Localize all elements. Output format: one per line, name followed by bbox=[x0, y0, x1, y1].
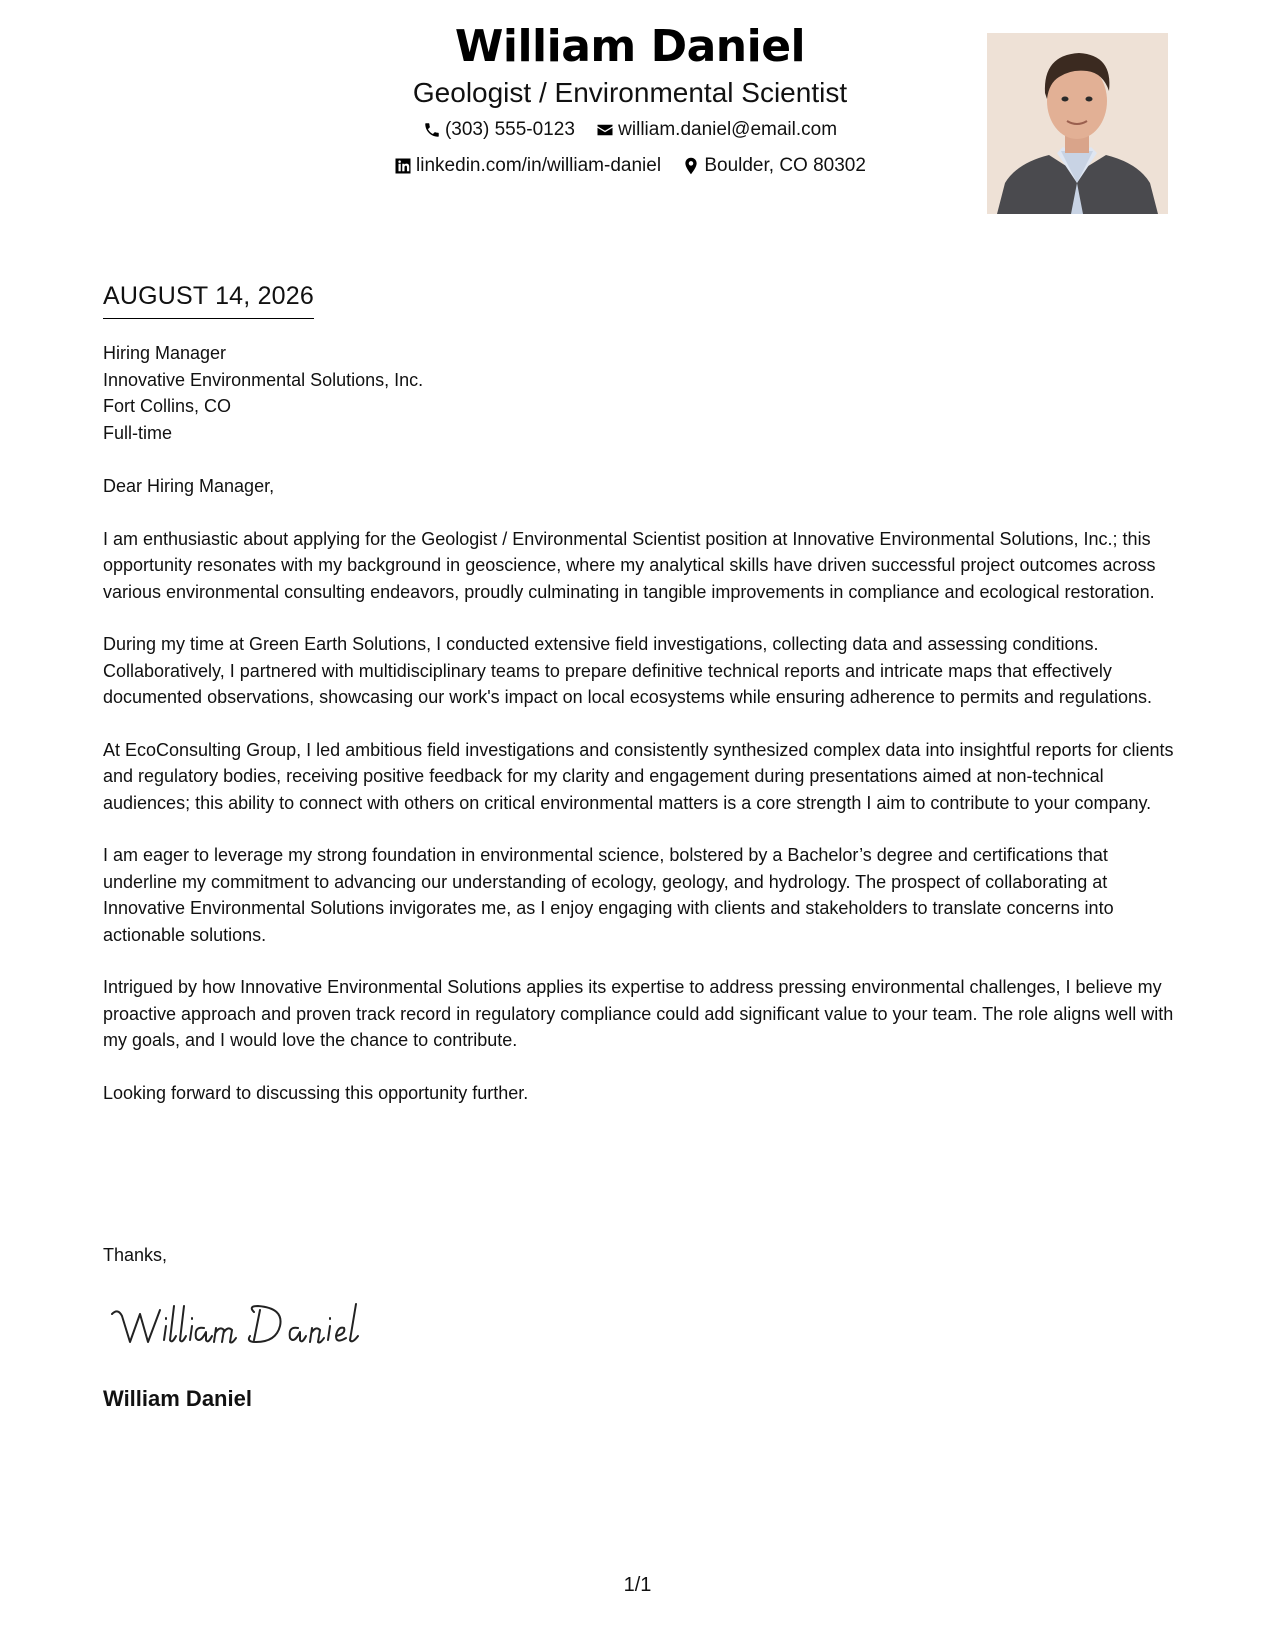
paragraph: Intrigued by how Innovative Environmental Solutions applies its expertise to address pressing environmental challenges, I believe my proactive approach and proven track record in regulatory compliance could add significant value to your team. The role aligns well with my goals, and I would love the chance to contribute. bbox=[103, 977, 1174, 1050]
contact-email bbox=[596, 118, 837, 142]
closing-line: Looking forward to discussing this opportunity further. bbox=[103, 1082, 529, 1103]
contact-phone bbox=[423, 118, 575, 142]
email-address: william.daniel@email.com bbox=[618, 119, 838, 140]
contact-linkedin bbox=[394, 154, 661, 178]
map-pin-icon bbox=[682, 157, 700, 175]
greeting: Dear Hiring Manager, bbox=[103, 476, 275, 496]
recipient-line: Fort Collins, CO bbox=[103, 396, 232, 416]
signer-name: William Daniel bbox=[103, 1386, 252, 1411]
phone-number: (303) 555-0123 bbox=[444, 119, 575, 140]
applicant-name: William Daniel bbox=[454, 21, 806, 72]
page-number: 1/1 bbox=[623, 1574, 652, 1596]
linkedin-url: linkedin.com/in/william-daniel bbox=[416, 155, 662, 176]
recipient-block bbox=[103, 340, 1183, 446]
paragraph: I am eager to leverage my strong foundation in environmental science, bolstered by a Bachelor’s degree and certifications that underline my commitment to advancing our understanding of ecology, geology, and hydrology. The prospect of collaborating at Innovative Environmental Solutions invigorates me, as I enjoy engaging with clients and stakeholders to translate concerns into actionable solutions. bbox=[103, 845, 1114, 945]
applicant-title: Geologist / Environmental Scientist bbox=[412, 77, 848, 108]
recipient-line: Full-time bbox=[103, 422, 173, 443]
recipient-line: Innovative Environmental Solutions, Inc. bbox=[103, 369, 424, 390]
handwritten-signature bbox=[108, 1296, 368, 1356]
recipient-line: Hiring Manager bbox=[103, 343, 227, 363]
letter-header bbox=[0, 0, 1275, 220]
contact-row-2 bbox=[330, 154, 930, 182]
phone-icon bbox=[423, 121, 441, 139]
header-info bbox=[330, 18, 930, 182]
paragraph: I am enthusiastic about applying for the Geologist / Environmental Scientist position at Innovative Environmental Solutions, Inc.; this opportunity resonates with my background in geoscience, where my analytical skills have driven successful project outcomes across various environmental consulting endeavors, proudly culminating in tangible improvements in compliance and ecological restoration. bbox=[103, 528, 1156, 602]
contact-location bbox=[682, 154, 866, 178]
sign-off: Thanks, bbox=[103, 1245, 168, 1265]
letter-body bbox=[103, 340, 1183, 1106]
envelope-icon bbox=[596, 121, 614, 139]
location-text: Boulder, CO 80302 bbox=[704, 155, 866, 176]
profile-photo bbox=[987, 33, 1168, 214]
paragraph: At EcoConsulting Group, I led ambitious field investigations and consistently synthesized complex data into insightful reports for clients and regulatory bodies, receiving positive feedback for my clarity and engagement during presentations aimed at non-technical audiences; this ability to connect with others on critical environmental matters is a core strength I aim to contribute to your company. bbox=[103, 739, 1174, 813]
date-block bbox=[103, 280, 314, 319]
linkedin-icon bbox=[394, 157, 412, 175]
paragraph: During my time at Green Earth Solutions, I conducted extensive field investigations, collecting data and assessing conditions. Collaboratively, I partnered with multidisciplinary teams to prepare definitive technical reports and intricate maps that effectively documented observations, showcasing our work's impact on local ecosystems while ensuring adherence to permits and regulations. bbox=[103, 634, 1152, 707]
contact-row-1 bbox=[330, 118, 930, 146]
letter-date: AUGUST 14, 2026 bbox=[103, 280, 314, 319]
